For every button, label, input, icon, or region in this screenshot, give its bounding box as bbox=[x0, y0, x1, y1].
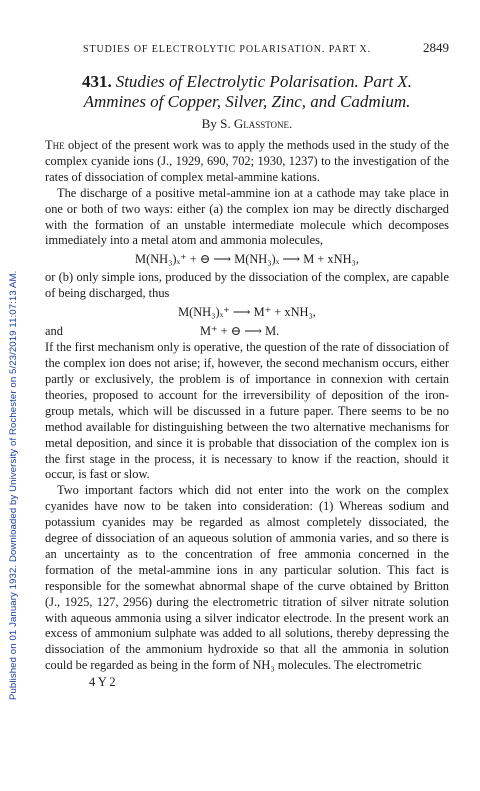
paragraph-alternative: or (b) only simple ions, produced by the dissociation of the complex, are capable of being discharged, thus bbox=[45, 270, 449, 301]
byline bbox=[45, 116, 449, 132]
download-notice-text: Published on 01 January 1932. Downloaded by University of Rochester on 5/23/2019 11:07:13 AM. bbox=[8, 270, 19, 700]
article-title bbox=[45, 72, 449, 112]
running-head bbox=[83, 40, 449, 56]
equation-2: M(NH₃)ₓ⁺ ⟶ M⁺ + xNH₃, bbox=[178, 305, 316, 320]
running-head-title: STUDIES OF ELECTROLYTIC POLARISATION. PART X. bbox=[83, 44, 372, 55]
page-number: 2849 bbox=[423, 40, 449, 55]
paragraph-intro-text: object of the present work was to apply the methods used in the study of the complex cyanide ions (J., 1929, 690, 702; 1930, 1237) to the investigation of the rates of dissociation of complex metal-ammine kations. bbox=[45, 138, 449, 184]
article-number: 431. bbox=[81, 72, 112, 91]
equation-3-formula: M⁺ + ⊖ ⟶ M. bbox=[200, 324, 280, 339]
download-notice bbox=[8, 60, 22, 700]
paragraph-intro bbox=[45, 138, 449, 186]
title-line-2: Ammines of Copper, Silver, Zinc, and Cadmium. bbox=[83, 92, 411, 111]
byline-prefix: By S. bbox=[201, 116, 234, 131]
equation-3 bbox=[45, 323, 449, 340]
equation-1: M(NH₃)ₓ⁺ + ⊖ ⟶ M(NH₃)ₓ ⟶ M + xNH₃, bbox=[135, 252, 359, 267]
title-text-1: Studies of Electrolytic Polarisation. Part X. bbox=[115, 72, 413, 91]
paragraph-mechanism: If the first mechanism only is operative, the question of the rate of dissociation of the complex ion does not arise; if, however, the second mechanism occurs, either partly or exclusively, the problem is of importance in connexion with certain theories, proposed to account for the irreversibility of deposition of the iron-group metals, which will be discussed in a future paper. There seems to be no method available for distinguishing between the two alternative mechanisms for metal deposition, and since it is probable that dissociation of the complex ion is the first stage in the process, it is necessary to know if the reaction, should it occur, is fast or slow. bbox=[45, 340, 449, 482]
paragraph-lead: The bbox=[45, 138, 65, 152]
paragraph-factors: Two important factors which did not enter into the work on the complex cyanides have now to be taken into consideration: (1) Whereas sodium and potassium cyanides may be regarded as almost completely dissociated, the degree of dissociation of an aqueous solution of ammonia varies, and so there is an uncertainty as to the concentration of free ammonia concerned in the formation of the metal-ammine ions in any particular solution. This fact is responsible for the somewhat abnormal shape of the curve obtained by Britton (J., 1925, 127, 2956) during the electrometric titration of silver nitrate solution with aqueous ammonia using a silver indicator electrode. In the present work an excess of ammonium sulphate was added to all solutions, thereby depressing the dissociation of the ammonium hydroxide so that all the ammonia in solution could be regarded as being in the form of NH₃ molecules. The electrometric bbox=[45, 483, 449, 673]
equation-3-label: and bbox=[45, 324, 63, 339]
author-name: Glasstone. bbox=[233, 116, 293, 131]
paragraph-discharge: The discharge of a positive metal-ammine ion at a cathode may take place in one or both of two ways: either (a) the complex ion may be directly discharged with the formation of an unstable intermediate molecule which decomposes immediately into a metal atom and ammonia molecules, bbox=[45, 185, 449, 248]
title-line-1 bbox=[45, 72, 449, 92]
signature-mark: 4 Y 2 bbox=[89, 675, 116, 690]
journal-page bbox=[45, 40, 449, 690]
